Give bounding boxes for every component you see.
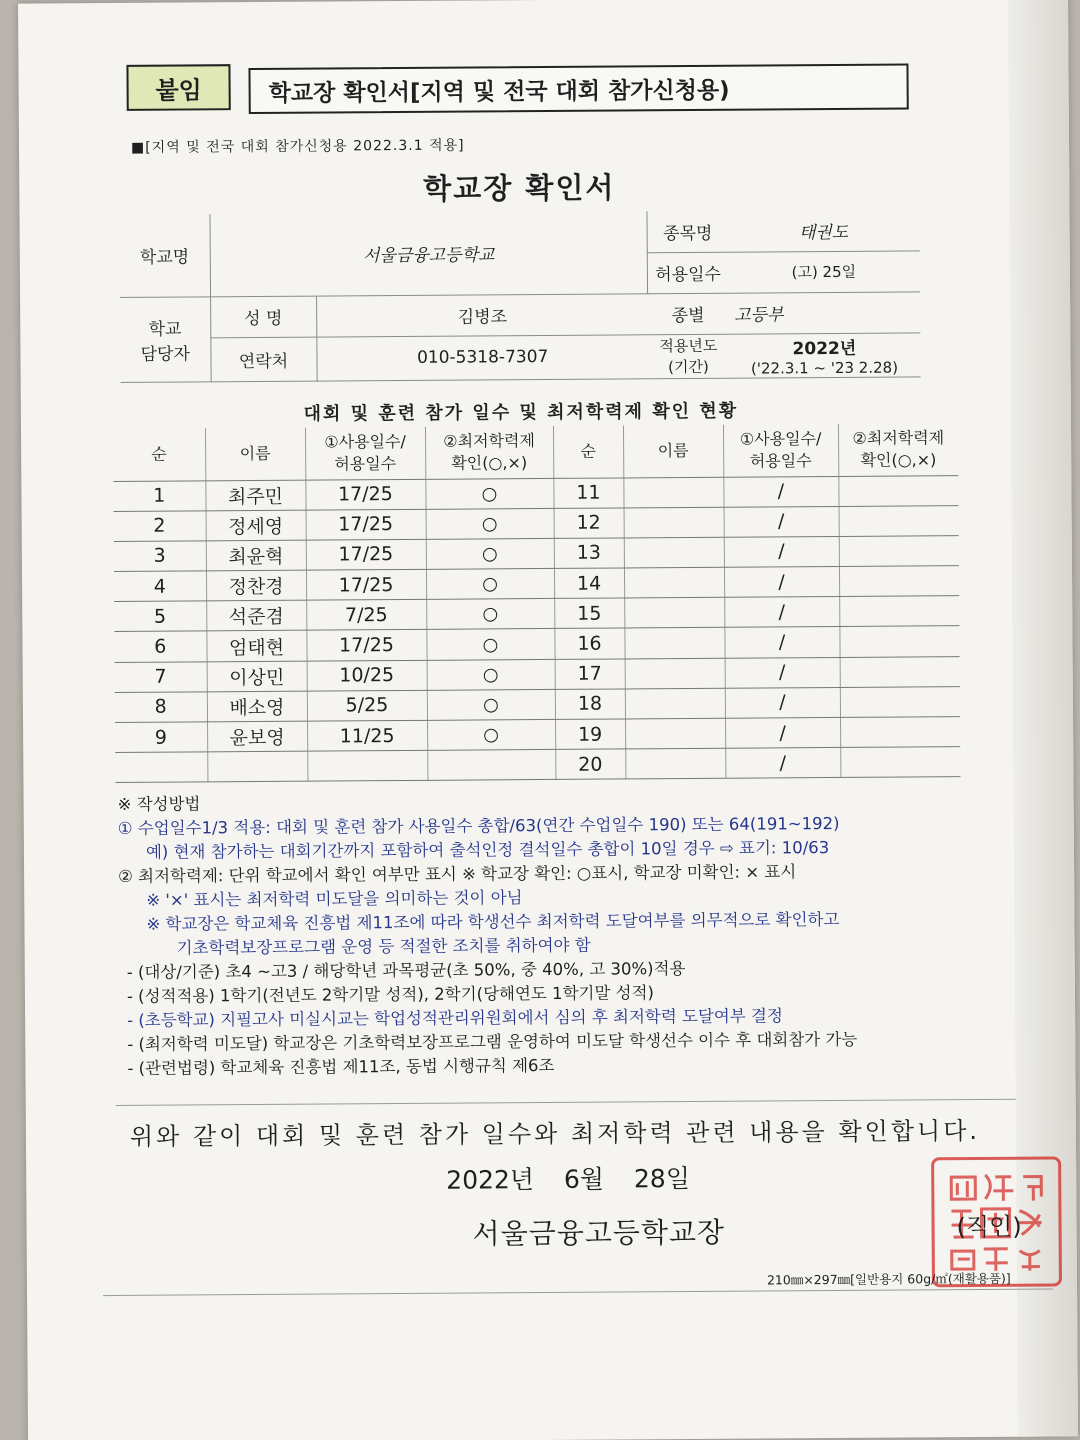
student-name <box>625 748 725 779</box>
page-title: 학교장 확인서 <box>423 170 616 206</box>
min-academic-check: ○ <box>425 478 553 509</box>
days-used: 11/25 <box>307 720 427 751</box>
allowed-days-value: (고) 25일 <box>728 250 920 292</box>
min-academic-check: ○ <box>426 508 554 539</box>
row-number: 12 <box>554 508 624 539</box>
student-name: 최주민 <box>205 480 305 511</box>
min-academic-check: ○ <box>427 719 555 750</box>
period-label <box>648 334 728 379</box>
row-number: 19 <box>555 719 625 750</box>
student-name <box>624 537 724 568</box>
col-header-check-right <box>838 423 958 476</box>
row-number: 15 <box>554 598 624 629</box>
category-value: 고등부 <box>728 291 920 333</box>
col-header-check-line1: ②최저학력제 <box>443 430 535 451</box>
days-used: 7/25 <box>306 600 426 631</box>
form-version-note: ■[지역 및 전국 대회 참가신청용 2022.3.1 적용] <box>130 137 465 156</box>
manager-label <box>120 296 211 382</box>
instruction-line: - (초등학교) 지필고사 미실시교는 학업성적관리위원회에서 심의 후 최저학력 도달여부 결정 <box>127 1006 783 1030</box>
principal-signature-line: 서울금융고등학교장 <box>472 1215 726 1251</box>
instruction-line: - (성적적용) 1학기(전년도 2학기말 성적), 2학기(당해연도 1학기말 성적) <box>126 983 655 1006</box>
student-name: 배소영 <box>207 691 307 722</box>
min-academic-check <box>839 596 959 627</box>
manager-label-line2: 담당자 <box>140 343 190 365</box>
days-used: / <box>725 717 840 748</box>
document-date: 2022년 6월 28일 <box>446 1164 691 1195</box>
row-number: 17 <box>555 659 625 690</box>
days-used: / <box>724 536 839 567</box>
student-name <box>624 597 724 628</box>
col-header-no: 순 <box>113 428 205 481</box>
instruction-line: ② 최저학력제: 단위 학교에서 확인 여부만 표시 ※ 학교장 확인: ○표시, 학교장 미확인: × 표시 <box>118 862 797 886</box>
attachment-label: 붙임 <box>126 64 230 111</box>
min-academic-check <box>839 535 959 566</box>
contact-label: 연락처 <box>210 337 316 382</box>
sport-value: 태권도 <box>727 209 919 251</box>
col-header-days-right-line1: ①사용일수/ <box>739 428 822 449</box>
student-name: 석준겸 <box>206 600 306 631</box>
col-header-days-line1: ①사용일수/ <box>324 431 406 452</box>
days-used: / <box>724 597 839 628</box>
col-header-days-right-line2: 허용일수 <box>749 450 812 471</box>
student-name <box>624 507 724 538</box>
student-name <box>625 718 725 749</box>
instruction-line: 예) 현재 참가하는 대회기간까지 포함하여 출석인정 결석일수 총합이 10일 경우 ⇨ 표기: 10/63 <box>145 838 830 862</box>
min-academic-check <box>839 505 959 536</box>
row-number: 13 <box>554 538 624 569</box>
days-used: / <box>725 687 840 718</box>
school-name-value: 서울금융고등학교 <box>209 211 647 296</box>
days-used: / <box>723 476 838 507</box>
sport-label: 종목명 <box>647 211 727 253</box>
days-used: 17/25 <box>305 479 425 510</box>
seal-label: (직인) <box>956 1212 1022 1242</box>
col-header-check <box>425 426 553 479</box>
min-academic-check: ○ <box>427 689 555 720</box>
instruction-line: ① 수업일수1/3 적용: 대회 및 훈련 참가 사용일수 총합/63(연간 수업일수 190) 또는 64(191~192) <box>117 813 840 838</box>
min-academic-check: ○ <box>427 659 555 690</box>
min-academic-check: ○ <box>426 599 554 630</box>
col-header-days <box>305 427 425 480</box>
status-table-body <box>113 475 960 783</box>
days-used: / <box>724 506 839 537</box>
instruction-line: - (최저학력 미도달) 학교장은 기초학력보장프로그램 운영하여 미도달 학생선수 이수 후 대회참가 가능 <box>127 1029 858 1054</box>
allowed-days-label: 허용일수 <box>648 252 728 294</box>
instruction-line: ※ 학교장은 학교체육 진흥법 제11조에 따라 학생선수 최저학력 도달여부를 의무적으로 확인하고 <box>146 909 840 934</box>
days-used: / <box>724 627 839 658</box>
row-number: 7 <box>115 661 207 692</box>
student-name: 윤보영 <box>207 721 307 752</box>
days-used: 10/25 <box>307 660 427 691</box>
table-row <box>115 747 960 783</box>
student-name: 정찬경 <box>206 570 306 601</box>
days-used: 17/25 <box>306 630 426 661</box>
days-used: 17/25 <box>306 509 426 540</box>
document-page <box>18 0 1078 1440</box>
col-header-check-line2: 확인(○,×) <box>451 452 528 473</box>
period-label-line1: 적용년도 <box>659 336 718 356</box>
student-name <box>625 658 725 689</box>
min-academic-check <box>839 566 959 597</box>
col-header-check-right-line1: ②최저학력제 <box>852 427 945 448</box>
min-academic-check: ○ <box>426 538 554 569</box>
min-academic-check <box>840 717 960 748</box>
row-number: 14 <box>554 568 624 599</box>
min-academic-check <box>427 750 555 781</box>
instructions <box>118 787 1020 1081</box>
student-name: 이상민 <box>207 661 307 692</box>
student-name <box>207 751 307 782</box>
col-header-days-right <box>723 424 838 477</box>
applied-period: ('22.3.1 ~ '23 2.28) <box>750 358 899 378</box>
student-name <box>625 688 725 719</box>
row-number: 8 <box>115 692 207 723</box>
instructions-heading: ※ 작성방법 <box>117 794 201 814</box>
status-section-title: 대회 및 훈련 참가 일수 및 최저학력제 확인 현황 <box>303 400 739 425</box>
school-name-label: 학교명 <box>119 214 210 297</box>
days-used: 5/25 <box>307 690 427 721</box>
period-label-line2: (기간) <box>668 357 709 377</box>
instruction-line: - (관련법령) 학교체육 진흥법 제11조, 동법 시행규칙 제6조 <box>127 1055 555 1078</box>
row-number: 4 <box>114 571 206 602</box>
student-name: 정세영 <box>206 510 306 541</box>
contact-value: 010-5318-7307 <box>316 334 648 380</box>
col-header-name-right: 이름 <box>623 425 723 478</box>
row-number: 1 <box>113 480 205 511</box>
col-header-check-right-line2: 확인(○,×) <box>860 450 937 470</box>
category-label: 종별 <box>648 293 728 335</box>
min-academic-check <box>840 656 960 687</box>
row-number: 3 <box>114 541 206 572</box>
min-academic-check: ○ <box>426 629 554 660</box>
paper-spec-note: 210㎜×297㎜[일반용지 60g/㎡(재활용품)] <box>766 1270 1011 1288</box>
row-number: 9 <box>115 722 207 753</box>
min-academic-check: ○ <box>426 568 554 599</box>
row-number: 11 <box>553 477 623 508</box>
row-number: 6 <box>114 631 206 662</box>
document-header-title: 학교장 확인서[지역 및 전국 대회 참가신청용) <box>248 63 908 114</box>
applied-year: 2022년 <box>792 338 857 359</box>
student-name: 최윤혁 <box>206 540 306 571</box>
name-label: 성 명 <box>210 296 316 338</box>
student-name: 엄태현 <box>206 631 306 662</box>
school-info-table <box>119 209 920 382</box>
instruction-line: ※ '×' 표시는 최저학력 미도달을 의미하는 것이 아님 <box>146 888 523 910</box>
student-name <box>624 628 724 659</box>
instruction-line: 기초학력보장프로그램 운영 등 적절한 조치를 취하여야 함 <box>176 935 591 958</box>
row-number: 20 <box>555 749 625 780</box>
min-academic-check <box>840 686 960 717</box>
days-used: / <box>724 567 839 598</box>
row-number <box>115 752 207 783</box>
name-value: 김병조 <box>316 293 648 336</box>
min-academic-check <box>838 475 958 506</box>
notes-divider <box>116 1099 1016 1106</box>
min-academic-check <box>839 626 959 657</box>
days-used: / <box>725 657 840 688</box>
confirmation-statement: 위와 같이 대회 및 훈련 참가 일수와 최저학력 관련 내용을 확인합니다. <box>129 1116 981 1151</box>
instruction-line: - (대상/기준) 초4 ~고3 / 해당학년 과목평균(초 50%, 중 40%, 고 30%)적용 <box>126 959 686 982</box>
footer-divider <box>103 1288 1053 1296</box>
row-number: 2 <box>114 511 206 542</box>
col-header-days-line2: 허용일수 <box>334 453 397 474</box>
min-academic-check <box>840 747 960 778</box>
days-used: / <box>725 748 840 779</box>
student-name <box>624 567 724 598</box>
row-number: 5 <box>114 601 206 632</box>
col-header-name: 이름 <box>205 428 305 481</box>
col-header-no-right: 순 <box>553 425 623 477</box>
row-number: 16 <box>554 628 624 659</box>
days-used: 17/25 <box>306 539 426 570</box>
status-table <box>113 423 960 783</box>
days-used <box>307 751 427 782</box>
period-value <box>728 332 920 377</box>
manager-label-line1: 학교 <box>148 319 182 340</box>
days-used: 17/25 <box>306 569 426 600</box>
row-number: 18 <box>555 689 625 720</box>
student-name <box>623 477 723 508</box>
